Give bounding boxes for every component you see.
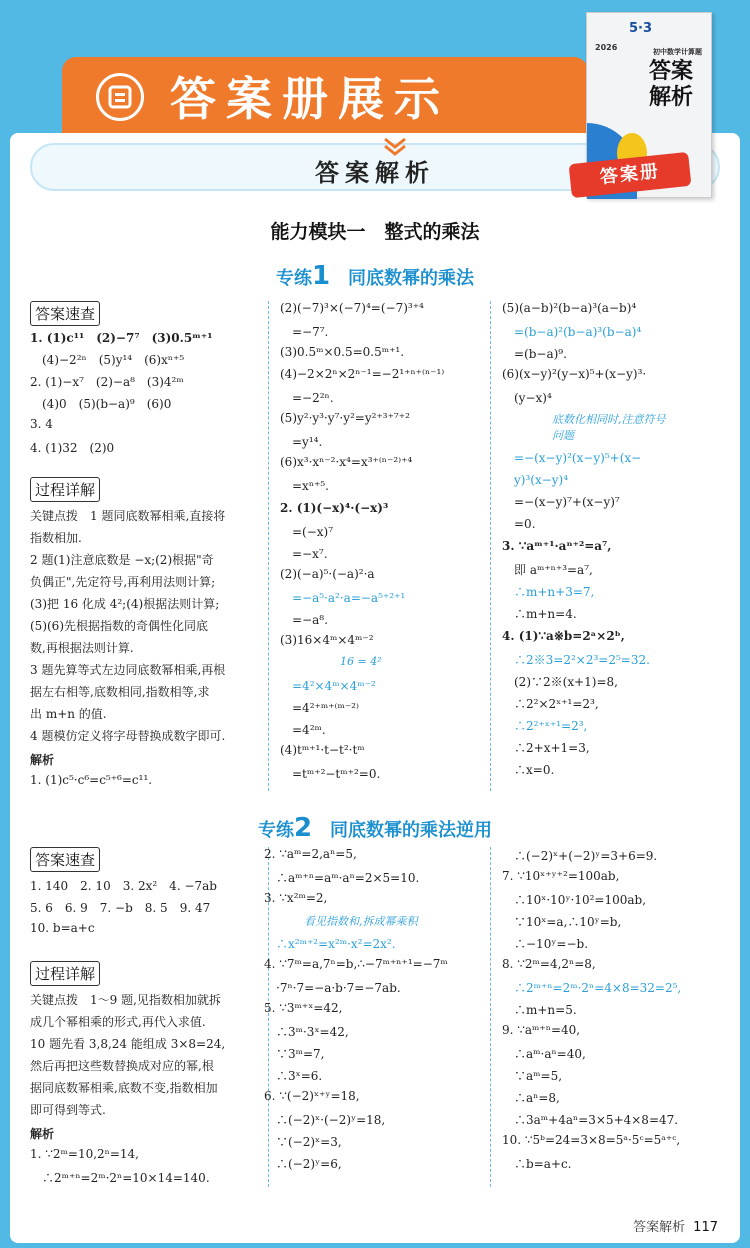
book-title	[649, 59, 693, 111]
section-2-number: 2	[293, 813, 313, 843]
s2-right-line: ∴b=a+c.	[502, 1157, 572, 1171]
column-divider	[490, 301, 491, 791]
s1-mid-line: (6)x³·xⁿ⁻²·x⁴=x³⁺⁽ⁿ⁻²⁾⁺⁴	[280, 455, 413, 469]
s1-right-line: 即 aᵐ⁺ⁿ⁺³=a⁷,	[502, 563, 593, 577]
section-2-name: 同底数幂的乘法逆用	[330, 820, 493, 841]
s2-right-line: ∴−10ʸ=−b.	[502, 937, 589, 951]
s1-right-line: (2)∵2※(x+1)=8,	[502, 675, 618, 689]
s1-answer-line: (4)−2²ⁿ (5)y¹⁴ (6)xⁿ⁺⁵	[30, 353, 185, 367]
s1-right-line: ∴2²⁺ˣ⁺¹=2³,	[502, 719, 588, 733]
s2-detail-line: 10 题先看 3,8,24 能组成 3×8=24,	[30, 1037, 226, 1051]
s1-annotation: 底数化相同时,注意符号	[552, 413, 666, 426]
s1-detail-line: 负偶正",先定符号,再利用法则计算;	[30, 575, 216, 589]
s1-detail-line: 3 题先算等式左边同底数幂相乘,再根	[30, 663, 226, 677]
s1-mid-line: =−7⁷.	[280, 325, 329, 339]
module-title: 能力模块一 整式的乘法	[270, 221, 480, 243]
book-title-line: 解析	[649, 85, 694, 110]
s2-right-line: 9. ∵aᵐ⁺ⁿ=40,	[502, 1023, 581, 1037]
s1-detail-line: 出 m+n 的值.	[30, 707, 107, 721]
s1-detail-line: 4 题模仿定义将字母替换成数字即可.	[30, 729, 226, 743]
section-1-prefix: 专练	[275, 268, 312, 289]
s2-detail-line: 成几个幂相乘的形式,再代入求值.	[30, 1015, 206, 1029]
s1-right-line: 3. ∵aᵐ⁺¹·aⁿ⁺²=a⁷,	[502, 539, 612, 553]
column-divider	[490, 847, 491, 1187]
s1-right-line: ∴x=0.	[502, 763, 555, 777]
s1-mid-line: (2)(−7)³×(−7)⁴=(−7)³⁺⁴	[280, 301, 424, 315]
s2-mid-line: 4. ∵7ᵐ=a,7ⁿ=b,∴−7ᵐ⁺ⁿ⁺¹=−7ᵐ	[264, 957, 448, 971]
book-icon	[96, 73, 144, 121]
s2-mid-line: 5. ∵3ᵐ⁺ˣ=42,	[264, 1001, 343, 1015]
s1-annotation: 16 = 4²	[340, 655, 382, 668]
s1-mid-line: =tᵐ⁺²−tᵐ⁺²=0.	[280, 767, 381, 781]
s2-right-line: ∴m+n=5.	[502, 1003, 577, 1017]
s2-right-line: 7. ∵10ˣ⁺ʸ⁺²=100ab,	[502, 869, 620, 883]
s1-right-line: (y−x)⁴	[502, 391, 552, 405]
s2-mid-line: 3. ∵x²ᵐ=2,	[264, 891, 328, 905]
s2-detail-line: 据同底数幂相乘,底数不变,指数相加	[30, 1081, 218, 1095]
book-series: 初中数学计算题	[653, 48, 702, 56]
section-2-prefix: 专练	[257, 820, 294, 841]
s1-right-line: =−(x−y)⁷+(x−y)⁷	[502, 495, 620, 509]
section-2-title	[10, 813, 740, 843]
s1-mid-line: (2)(−a)⁵·(−a)²·a	[280, 567, 375, 581]
s2-mid-line: ∴x²ᵐ⁺²=x²ᵐ·x²=2x².	[264, 937, 396, 951]
s1-detail-line: 指数相加.	[30, 531, 82, 545]
s1-right-line: =0.	[502, 517, 536, 531]
quick-answer-tag: 答案速查	[30, 847, 100, 872]
s2-mid-line: ∴3ᵐ·3ˣ=42,	[264, 1025, 349, 1039]
s2-right-line: ∴2ᵐ⁺ⁿ=2ᵐ·2ⁿ=4×8=32=2⁵,	[502, 981, 682, 995]
s2-mid-line: ·7ⁿ·7=−a·b·7=−7ab.	[264, 981, 401, 995]
s2-detail-line: 1. ∵2ᵐ=10,2ⁿ=14,	[30, 1147, 139, 1161]
s1-mid-line: =4²ᵐ.	[280, 723, 326, 737]
subtitle-text: 答案解析	[315, 159, 435, 187]
s1-mid-line: (4)tᵐ⁺¹·t−t²·tᵐ	[280, 743, 365, 757]
s2-detail-line: 关键点拨 1～9 题,见指数相加就拆	[30, 993, 221, 1007]
s1-right-line: (5)(a−b)²(b−a)³(a−b)⁴	[502, 301, 637, 315]
book-logo: 5·3	[629, 21, 653, 36]
s1-right-line: ∴m+n=4.	[502, 607, 577, 621]
s2-right-line: 10. ∵5ᵇ=24=3×8=5ᵃ·5ᶜ=5ᵃ⁺ᶜ,	[502, 1133, 681, 1147]
s1-mid-line: =−x⁷.	[280, 547, 328, 561]
s1-mid-line: =xⁿ⁺⁵.	[280, 479, 329, 493]
s1-answer-line: 3. 4	[30, 417, 53, 431]
s1-detail-line: 数,再根据法则计算.	[30, 641, 134, 655]
s1-mid-line: (5)y²·y³·y⁷·y²=y²⁺³⁺⁷⁺²	[280, 411, 410, 425]
s2-mid-line: ∵(−2)ˣ=3,	[264, 1135, 342, 1149]
s2-detail-line: 然后再把这些数替换成对应的幂,根	[30, 1059, 214, 1073]
s1-right-line: (6)(x−y)²(y−x)⁵+(x−y)³·	[502, 367, 647, 381]
s2-right-line: ∴3aᵐ+4aⁿ=3×5+4×8=47.	[502, 1113, 679, 1127]
s1-right-line: ∴2+x+1=3,	[502, 741, 590, 755]
s2-mid-line: ∴3ˣ=6.	[264, 1069, 323, 1083]
s1-right-line: y)³(x−y)⁴	[502, 473, 569, 487]
s1-mid-line: =4²×4ᵐ×4ᵐ⁻²	[280, 679, 376, 693]
page-number: 117	[693, 1220, 718, 1235]
banner-title: 答案册展示	[170, 72, 450, 126]
s1-right-line: =−(x−y)²(x−y)⁵+(x−	[502, 451, 642, 465]
s1-mid-line: (3)0.5ᵐ×0.5=0.5ᵐ⁺¹.	[280, 345, 405, 359]
s1-answer-line: 1. (1)c¹¹ (2)−7⁷ (3)0.5ᵐ⁺¹	[30, 331, 213, 345]
s1-mid-line: 2. (1)(−x)⁴·(−x)³	[280, 501, 389, 515]
detail-tag: 过程详解	[30, 477, 100, 502]
s2-answer-line: 1. 140 2. 10 3. 2x² 4. −7ab	[30, 879, 217, 893]
s2-answer-line: 5. 6 6. 9 7. −b 8. 5 9. 47	[30, 901, 211, 915]
detail-tag: 过程详解	[30, 961, 100, 986]
s1-right-line: =(b−a)²(b−a)³(b−a)⁴	[502, 325, 642, 339]
s1-answer-line: 4. (1)32 (2)0	[30, 441, 115, 455]
s2-mid-line: 2. ∵aᵐ=2,aⁿ=5,	[264, 847, 357, 861]
page-footer	[633, 1216, 718, 1235]
s1-detail-line: 关键点拨 1 题同底数幂相乘,直接将	[30, 509, 226, 523]
quick-answer-tag: 答案速查	[30, 301, 100, 326]
s2-right-line: 8. ∵2ᵐ=4,2ⁿ=8,	[502, 957, 596, 971]
s1-mid-line: (4)−2×2ⁿ×2ⁿ⁻¹=−2¹⁺ⁿ⁺⁽ⁿ⁻¹⁾	[280, 367, 445, 381]
s2-right-line: ∴(−2)ˣ+(−2)ʸ=3+6=9.	[502, 849, 658, 863]
s2-detail-line: ∴2ᵐ⁺ⁿ=2ᵐ·2ⁿ=10×14=140.	[30, 1171, 210, 1185]
s2-detail-line: 解析	[30, 1127, 55, 1141]
s2-right-line: ∵10ˣ=a,∴10ʸ=b,	[502, 915, 622, 929]
s2-right-line: ∵aᵐ=5,	[502, 1069, 563, 1083]
s1-mid-line: =(−x)⁷	[280, 525, 334, 539]
s1-detail-line: 据左右相等,底数相同,指数相等,求	[30, 685, 210, 699]
s2-right-line: ∴aⁿ=8,	[502, 1091, 560, 1105]
s2-mid-line: ∵3ᵐ=7,	[264, 1047, 325, 1061]
s2-mid-line: ∴(−2)ʸ=6,	[264, 1157, 342, 1171]
s1-detail-line: (5)(6)先根据指数的奇偶性化同底	[30, 619, 208, 633]
footer-label: 答案解析	[633, 1220, 686, 1235]
section-1-name: 同底数幂的乘法	[348, 268, 475, 289]
s1-mid-line: =4²⁺ᵐ⁺⁽ᵐ⁻²⁾	[280, 701, 359, 715]
section-1-number: 1	[311, 261, 331, 291]
s1-detail-line: 2 题(1)注意底数是 −x;(2)根据"奇	[30, 553, 214, 567]
column-divider	[268, 301, 269, 791]
s1-answer-line: 2. (1)−x⁷ (2)−a⁸ (3)4²ᵐ	[30, 375, 184, 389]
s2-detail-line: 即可得到等式.	[30, 1103, 106, 1117]
s2-annotation: 看见指数和,拆成幂乘积	[304, 915, 418, 928]
s1-right-line: ∴2※3=2²×2³=2⁵=32.	[502, 653, 650, 667]
s2-mid-line: ∴(−2)ˣ·(−2)ʸ=18,	[264, 1113, 386, 1127]
s1-mid-line: =−a⁸.	[280, 613, 328, 627]
s2-mid-line: ∴aᵐ⁺ⁿ=aᵐ·aⁿ=2×5=10.	[264, 871, 420, 885]
section-1-title	[10, 261, 740, 291]
s1-right-line: =(b−a)⁹.	[502, 347, 567, 361]
s1-mid-line: =−a⁵·a²·a=−a⁵⁺²⁺¹	[280, 591, 406, 605]
top-banner	[62, 57, 588, 133]
content-panel	[10, 133, 740, 1243]
answer-book-ribbon: 答案册	[569, 152, 692, 198]
s1-detail-line: (3)把 16 化成 4²;(4)根据法则计算;	[30, 597, 220, 611]
s2-right-line: ∴aᵐ·aⁿ=40,	[502, 1047, 586, 1061]
s1-annotation: 问题	[552, 429, 574, 442]
book-year: 2026	[595, 43, 618, 52]
s1-detail-line: 解析	[30, 753, 55, 767]
s1-right-line: 4. (1)∵a※b=2ᵃ×2ᵇ,	[502, 629, 625, 643]
s1-mid-line: =−2²ⁿ.	[280, 391, 334, 405]
s1-detail-line: 1. (1)c⁵·c⁶=c⁵⁺⁶=c¹¹.	[30, 773, 153, 787]
s2-right-line: ∴10ˣ·10ʸ·10²=100ab,	[502, 893, 647, 907]
s1-mid-line: =y¹⁴.	[280, 435, 323, 449]
s1-right-line: ∴2²×2ˣ⁺¹=2³,	[502, 697, 599, 711]
s1-answer-line: (4)0 (5)(b−a)⁹ (6)0	[30, 397, 172, 411]
s1-right-line: ∴m+n+3=7,	[502, 585, 595, 599]
book-title-line: 答案	[649, 59, 694, 84]
s2-mid-line: 6. ∵(−2)ˣ⁺ʸ=18,	[264, 1089, 360, 1103]
s1-mid-line: (3)16×4ᵐ×4ᵐ⁻²	[280, 633, 374, 647]
s2-answer-line: 10. b=a+c	[30, 921, 95, 935]
